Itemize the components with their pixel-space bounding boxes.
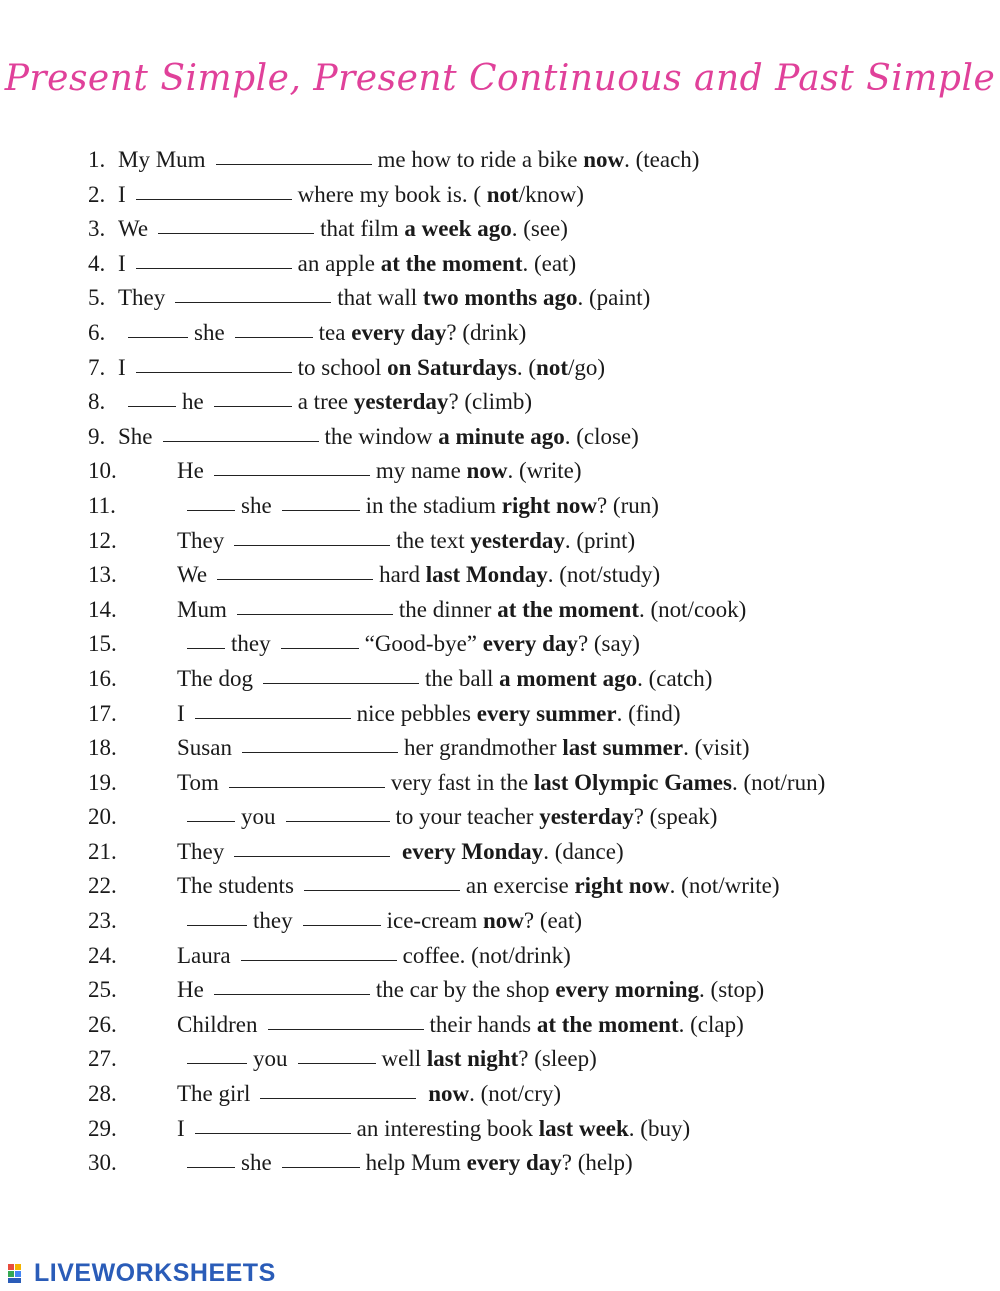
exercise-item bbox=[88, 731, 968, 766]
time-marker: last Monday bbox=[425, 562, 548, 588]
item-sentence bbox=[177, 524, 635, 559]
verb-hint: ? (help) bbox=[561, 1150, 633, 1176]
item-sentence bbox=[177, 489, 659, 524]
verb-hint: /know) bbox=[518, 181, 584, 207]
worksheet-title: Present Simple, Present Continuous and Past Simple bbox=[4, 58, 996, 99]
subject-text: The girl bbox=[177, 1081, 251, 1107]
sentence-text: her grandmother bbox=[403, 735, 557, 761]
item-sentence bbox=[118, 247, 576, 282]
item-sentence bbox=[118, 420, 639, 455]
subject-text: We bbox=[177, 562, 208, 588]
item-sentence bbox=[177, 904, 582, 939]
exercise-item bbox=[88, 627, 968, 662]
subject-text: They bbox=[177, 838, 225, 864]
verb-hint: . (write) bbox=[507, 458, 582, 484]
exercise-item bbox=[88, 904, 968, 939]
time-marker: last week bbox=[538, 1115, 629, 1141]
exercise-item bbox=[88, 489, 968, 524]
verb-hint: ? (run) bbox=[596, 492, 659, 518]
item-number: 13. bbox=[88, 562, 117, 588]
sentence-text: their hands bbox=[429, 1011, 532, 1037]
exercise-item bbox=[88, 524, 968, 559]
time-marker: not bbox=[486, 181, 519, 207]
answer-blank[interactable] bbox=[175, 282, 331, 303]
exercise-item bbox=[88, 869, 968, 904]
logo-text: LIVEWORKSHEETS bbox=[34, 1258, 276, 1287]
liveworksheets-logo-icon bbox=[8, 1262, 28, 1284]
item-number: 12. bbox=[88, 527, 117, 553]
exercise-item bbox=[88, 662, 968, 697]
verb-hint: . (teach) bbox=[624, 147, 700, 172]
item-number: 23. bbox=[88, 908, 117, 934]
verb-hint: . (not/run) bbox=[731, 769, 826, 795]
exercise-item bbox=[88, 247, 968, 282]
exercise-item bbox=[88, 800, 968, 835]
item-sentence bbox=[177, 973, 764, 1008]
sentence-text: the car by the shop bbox=[375, 977, 550, 1003]
answer-blank[interactable] bbox=[158, 213, 314, 234]
verb-hint: . (find) bbox=[616, 700, 681, 726]
sentence-text: in the stadium bbox=[365, 492, 496, 518]
item-sentence bbox=[118, 281, 650, 316]
subject-text: We bbox=[118, 216, 149, 242]
time-marker: on Saturdays bbox=[387, 354, 517, 380]
item-number: 8. bbox=[88, 389, 106, 415]
answer-blank[interactable] bbox=[268, 1009, 424, 1030]
time-marker: right now bbox=[501, 492, 597, 518]
answer-blank[interactable] bbox=[136, 179, 292, 200]
aux-answer-blank[interactable] bbox=[187, 1043, 247, 1064]
subject-text: She bbox=[118, 423, 153, 449]
verb-hint: . (clap) bbox=[678, 1011, 744, 1037]
item-sentence bbox=[118, 316, 526, 351]
sentence-text: very fast in the bbox=[390, 769, 529, 795]
item-sentence bbox=[177, 1112, 690, 1147]
verb-hint: . (see) bbox=[511, 216, 568, 242]
item-sentence bbox=[118, 351, 605, 386]
exercise-item bbox=[88, 454, 968, 489]
time-marker: yesterday bbox=[353, 389, 449, 415]
exercise-item bbox=[88, 593, 968, 628]
sentence-text: to school bbox=[297, 354, 382, 380]
sentence-text: an interesting book bbox=[356, 1115, 533, 1141]
time-marker: now bbox=[483, 908, 524, 934]
answer-blank[interactable] bbox=[260, 1078, 416, 1099]
verb-answer-blank[interactable] bbox=[214, 386, 292, 407]
answer-blank[interactable] bbox=[229, 767, 385, 788]
item-number: 24. bbox=[88, 942, 117, 968]
subject-text: The students bbox=[177, 873, 294, 899]
sentence-text: ice-cream bbox=[386, 908, 478, 934]
item-number: 6. bbox=[88, 319, 106, 345]
item-number: 4. bbox=[88, 250, 106, 276]
time-marker: not bbox=[536, 354, 568, 380]
aux-answer-blank[interactable] bbox=[187, 905, 247, 926]
sentence-text: to your teacher bbox=[395, 804, 534, 830]
item-number: 2. bbox=[88, 181, 106, 207]
item-sentence bbox=[177, 1042, 597, 1077]
sentence-text: the dinner bbox=[398, 596, 492, 622]
footer-logo[interactable] bbox=[8, 1258, 276, 1288]
time-marker: now bbox=[466, 458, 508, 484]
exercise-item bbox=[88, 1077, 968, 1112]
time-marker: now bbox=[583, 147, 625, 172]
subject-text: you bbox=[253, 1046, 288, 1072]
time-marker: a week ago bbox=[404, 216, 512, 242]
time-marker: a minute ago bbox=[438, 423, 565, 449]
item-sentence bbox=[177, 593, 746, 628]
item-sentence bbox=[177, 939, 571, 974]
time-marker: last Olympic Games bbox=[533, 769, 732, 795]
verb-hint: . (not/study) bbox=[547, 562, 661, 588]
subject-text: They bbox=[118, 285, 166, 311]
subject-text: you bbox=[241, 804, 276, 830]
verb-hint: . (buy) bbox=[628, 1115, 691, 1141]
item-number: 10. bbox=[88, 458, 117, 484]
exercise-item bbox=[88, 420, 968, 455]
item-sentence bbox=[118, 385, 532, 420]
answer-blank[interactable] bbox=[234, 836, 390, 857]
sentence-text: well bbox=[381, 1046, 422, 1072]
item-sentence bbox=[177, 662, 712, 697]
aux-answer-blank[interactable] bbox=[187, 628, 225, 649]
item-number: 26. bbox=[88, 1011, 117, 1037]
time-marker: a moment ago bbox=[499, 665, 638, 691]
item-sentence bbox=[177, 1146, 633, 1181]
verb-hint: . (eat) bbox=[522, 250, 577, 276]
verb-hint: . (not/write) bbox=[669, 873, 780, 899]
item-number: 11. bbox=[88, 492, 116, 518]
verb-hint: . (paint) bbox=[577, 285, 651, 311]
time-marker: two months ago bbox=[422, 285, 578, 311]
verb-hint: ? (climb) bbox=[448, 389, 533, 415]
aux-answer-blank[interactable] bbox=[128, 317, 188, 338]
verb-hint: ? (speak) bbox=[633, 804, 718, 830]
verb-hint: ? (say) bbox=[577, 631, 640, 657]
time-marker: right now bbox=[574, 873, 670, 899]
item-sentence bbox=[177, 1008, 744, 1043]
item-sentence bbox=[177, 454, 582, 489]
item-number: 29. bbox=[88, 1115, 117, 1141]
item-number: 20. bbox=[88, 804, 117, 830]
item-number: 16. bbox=[88, 665, 117, 691]
item-sentence bbox=[177, 766, 825, 801]
aux-answer-blank[interactable] bbox=[128, 386, 176, 407]
sentence-text: a tree bbox=[297, 389, 349, 415]
item-sentence bbox=[177, 627, 640, 662]
sentence-text: the text bbox=[396, 527, 465, 553]
answer-blank[interactable] bbox=[136, 248, 292, 269]
exercise-item bbox=[88, 281, 968, 316]
item-sentence bbox=[177, 1077, 561, 1112]
sentence-text: tea bbox=[318, 319, 346, 345]
time-marker: every morning bbox=[555, 977, 700, 1003]
answer-blank[interactable] bbox=[234, 525, 390, 546]
time-marker: last summer bbox=[562, 735, 684, 761]
subject-text: she bbox=[194, 319, 225, 345]
time-marker: at the moment bbox=[536, 1011, 679, 1037]
item-number: 14. bbox=[88, 596, 117, 622]
time-marker: at the moment bbox=[497, 596, 639, 622]
exercise-item bbox=[88, 1146, 968, 1181]
verb-hint: . (print) bbox=[564, 527, 636, 553]
subject-text: Susan bbox=[177, 735, 232, 761]
aux-answer-blank[interactable] bbox=[187, 801, 235, 822]
subject-text: they bbox=[231, 631, 271, 657]
verb-hint: . (not/cry) bbox=[469, 1081, 562, 1107]
verb-hint: ? (sleep) bbox=[518, 1046, 597, 1072]
sentence-text: my name bbox=[375, 458, 461, 484]
subject-text: Tom bbox=[177, 769, 219, 795]
answer-blank[interactable] bbox=[241, 940, 397, 961]
exercise-item bbox=[88, 697, 968, 732]
sentence-text: that film bbox=[320, 216, 399, 242]
sentence-text: me how to ride a bike bbox=[377, 147, 578, 172]
time-marker: at the moment bbox=[380, 250, 523, 276]
exercise-item bbox=[88, 973, 968, 1008]
time-marker: every Monday bbox=[402, 838, 544, 864]
answer-blank[interactable] bbox=[163, 421, 319, 442]
item-sentence bbox=[177, 869, 780, 904]
time-marker: now bbox=[428, 1081, 470, 1107]
subject-text: she bbox=[241, 1150, 272, 1176]
item-number: 22. bbox=[88, 873, 117, 899]
verb-answer-blank[interactable] bbox=[286, 801, 390, 822]
item-number: 7. bbox=[88, 354, 106, 380]
subject-text: I bbox=[118, 181, 126, 207]
sentence-text: coffee. (not/drink) bbox=[402, 942, 571, 968]
item-number: 17. bbox=[88, 700, 117, 726]
exercise-item bbox=[88, 316, 968, 351]
verb-hint: . (dance) bbox=[543, 838, 624, 864]
answer-blank[interactable] bbox=[195, 1113, 351, 1134]
time-marker: yesterday bbox=[470, 527, 565, 553]
sentence-text: the window bbox=[324, 423, 433, 449]
item-number: 15. bbox=[88, 631, 117, 657]
item-number: 25. bbox=[88, 977, 117, 1003]
subject-text: I bbox=[118, 354, 126, 380]
answer-blank[interactable] bbox=[214, 455, 370, 476]
subject-text: I bbox=[177, 700, 185, 726]
verb-answer-blank[interactable] bbox=[298, 1043, 376, 1064]
item-number: 5. bbox=[88, 285, 106, 311]
sentence-text: an apple bbox=[297, 250, 375, 276]
exercise-list bbox=[88, 143, 968, 1181]
item-sentence bbox=[118, 178, 584, 213]
time-marker: every day bbox=[466, 1150, 562, 1176]
verb-answer-blank[interactable] bbox=[281, 628, 359, 649]
exercise-item bbox=[88, 835, 968, 870]
item-sentence bbox=[177, 558, 660, 593]
item-sentence bbox=[177, 835, 624, 870]
verb-hint: . (catch) bbox=[637, 665, 713, 691]
verb-answer-blank[interactable] bbox=[282, 490, 360, 511]
subject-text: The dog bbox=[177, 665, 254, 691]
subject-text: They bbox=[177, 527, 225, 553]
item-number: 19. bbox=[88, 769, 117, 795]
exercise-item bbox=[88, 178, 968, 213]
sentence-text: where my book is. ( bbox=[297, 181, 481, 207]
item-sentence bbox=[177, 697, 680, 732]
item-sentence bbox=[177, 731, 750, 766]
item-number: 21. bbox=[88, 838, 117, 864]
verb-hint: . ( bbox=[516, 354, 537, 380]
verb-hint: ? (drink) bbox=[446, 319, 527, 345]
time-marker: yesterday bbox=[539, 804, 634, 830]
verb-hint: ? (eat) bbox=[523, 908, 583, 934]
subject-text: He bbox=[177, 977, 204, 1003]
verb-hint: . (visit) bbox=[683, 735, 750, 761]
verb-hint: . (stop) bbox=[699, 977, 765, 1003]
verb-hint: /go) bbox=[567, 354, 606, 380]
item-number: 18. bbox=[88, 735, 117, 761]
item-number: 1. bbox=[88, 147, 106, 172]
exercise-item bbox=[88, 351, 968, 386]
subject-text: Laura bbox=[177, 942, 231, 968]
item-sentence bbox=[118, 143, 699, 178]
sentence-text: that wall bbox=[337, 285, 418, 311]
exercise-item bbox=[88, 939, 968, 974]
time-marker: every day bbox=[482, 631, 578, 657]
exercise-item bbox=[88, 212, 968, 247]
aux-answer-blank[interactable] bbox=[187, 490, 235, 511]
subject-text: she bbox=[241, 492, 272, 518]
answer-blank[interactable] bbox=[242, 732, 398, 753]
answer-blank[interactable] bbox=[304, 870, 460, 891]
exercise-item bbox=[88, 1008, 968, 1043]
item-number: 27. bbox=[88, 1046, 117, 1072]
answer-blank[interactable] bbox=[217, 559, 373, 580]
subject-text: they bbox=[253, 908, 293, 934]
subject-text: Children bbox=[177, 1011, 258, 1037]
verb-hint: . (not/cook) bbox=[639, 596, 747, 622]
time-marker: last night bbox=[426, 1046, 519, 1072]
sentence-text: the ball bbox=[425, 665, 494, 691]
answer-blank[interactable] bbox=[216, 144, 372, 165]
subject-text: Mum bbox=[177, 596, 227, 622]
sentence-text: an exercise bbox=[465, 873, 569, 899]
subject-text: I bbox=[118, 250, 126, 276]
answer-blank[interactable] bbox=[214, 974, 370, 995]
exercise-item bbox=[88, 385, 968, 420]
subject-text: My Mum bbox=[118, 147, 206, 172]
exercise-item bbox=[88, 1042, 968, 1077]
answer-blank[interactable] bbox=[263, 663, 419, 684]
answer-blank[interactable] bbox=[237, 594, 393, 615]
item-sentence bbox=[118, 212, 568, 247]
item-number: 30. bbox=[88, 1150, 117, 1176]
exercise-item bbox=[88, 558, 968, 593]
subject-text: he bbox=[182, 389, 204, 415]
exercise-item bbox=[88, 143, 968, 178]
sentence-text: nice pebbles bbox=[356, 700, 471, 726]
item-number: 3. bbox=[88, 216, 106, 242]
aux-answer-blank[interactable] bbox=[187, 1147, 235, 1168]
item-sentence bbox=[177, 800, 717, 835]
sentence-text: help Mum bbox=[365, 1150, 461, 1176]
verb-answer-blank[interactable] bbox=[282, 1147, 360, 1168]
item-number: 9. bbox=[88, 423, 106, 449]
time-marker: every summer bbox=[476, 700, 617, 726]
time-marker: every day bbox=[351, 319, 447, 345]
sentence-text: hard bbox=[379, 562, 420, 588]
exercise-item bbox=[88, 1112, 968, 1147]
verb-answer-blank[interactable] bbox=[303, 905, 381, 926]
answer-blank[interactable] bbox=[195, 698, 351, 719]
sentence-text: “Good-bye” bbox=[364, 631, 478, 657]
subject-text: He bbox=[177, 458, 204, 484]
verb-answer-blank[interactable] bbox=[235, 317, 313, 338]
verb-hint: . (close) bbox=[564, 423, 639, 449]
answer-blank[interactable] bbox=[136, 352, 292, 373]
item-number: 28. bbox=[88, 1081, 117, 1107]
exercise-item bbox=[88, 766, 968, 801]
subject-text: I bbox=[177, 1115, 185, 1141]
